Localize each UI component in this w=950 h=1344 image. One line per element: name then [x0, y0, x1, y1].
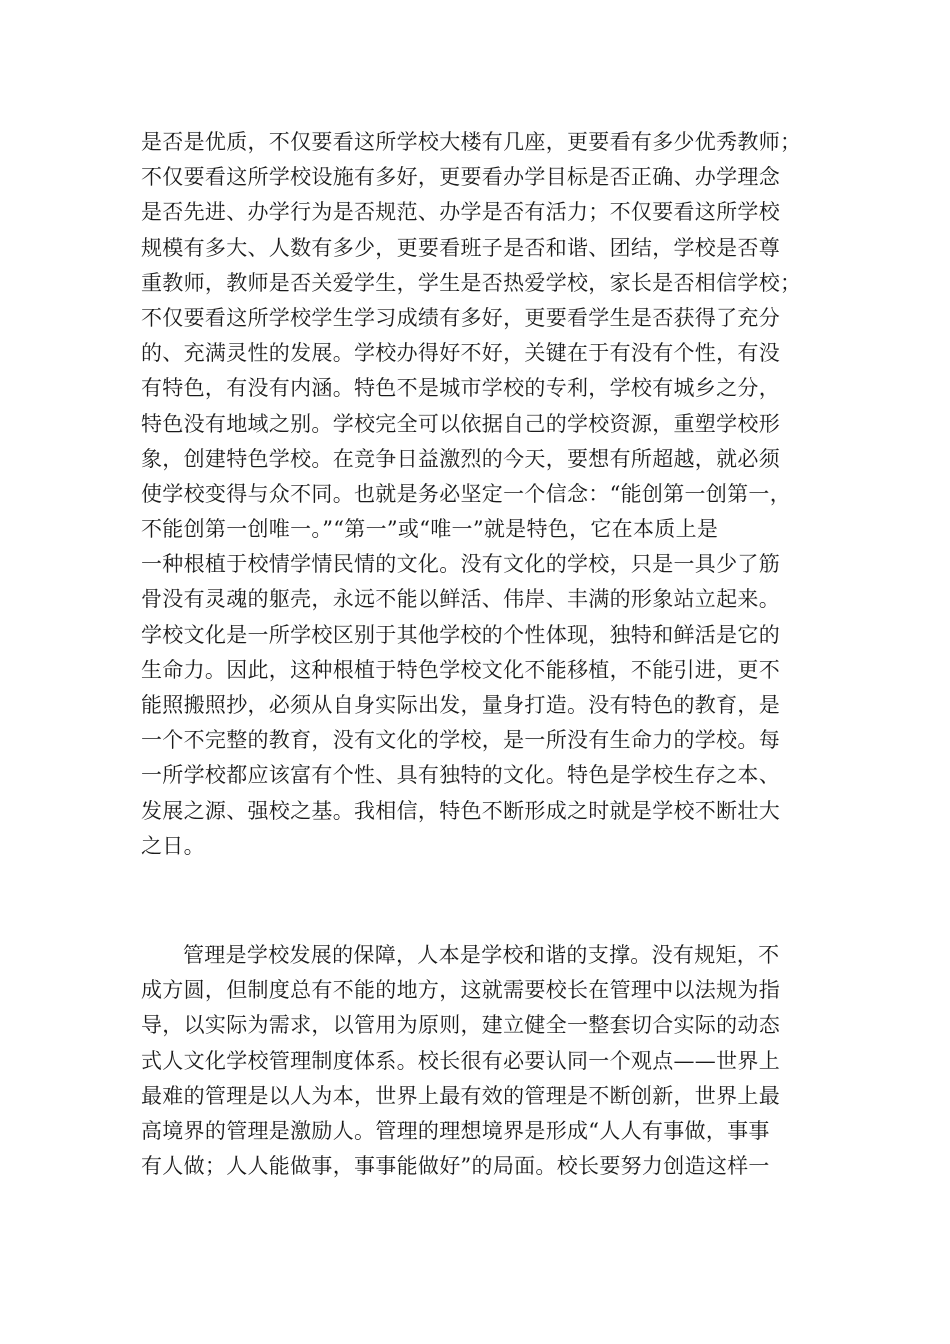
text-line: 规模有多大、人数有多少，更要看班子是否和谐、团结，学校是否尊 — [141, 235, 780, 260]
text-line: 有特色，有没有内涵。特色不是城市学校的专利，学校有城乡之分， — [141, 376, 780, 401]
text-line: 重教师，教师是否关爱学生，学生是否热爱学校，家长是否相信学校； — [141, 270, 802, 295]
text-line: 使学校变得与众不同。也就是务必坚定一个信念：“能创第一创第一， — [141, 481, 792, 506]
text-line: 能照搬照抄，必须从自身实际出发，量身打造。没有特色的教育，是 — [141, 693, 780, 717]
text-line: 象，创建特色学校。在竞争日益激烈的今天，要想有所超越，就必须 — [141, 446, 780, 471]
text-line: 最难的管理是以人为本，世界上最有效的管理是不断创新，世界上最 — [141, 1083, 780, 1108]
text-line: 特色没有地域之别。学校完全可以依据自己的学校资源，重塑学校形 — [141, 411, 780, 436]
paragraph-1 — [141, 125, 821, 864]
text-line: 管理是学校发展的保障，人本是学校和谐的支撑。没有规矩，不 — [183, 943, 780, 967]
text-line: 一所学校都应该富有个性、具有独特的文化。特色是学校生存之本、 — [141, 763, 780, 788]
text-line: 式人文化学校管理制度体系。校长很有必要认同一个观点——世界上 — [141, 1048, 780, 1073]
text-line: 骨没有灵魂的躯壳，永远不能以鲜活、伟岸、丰满的形象站立起来。 — [141, 587, 780, 612]
text-line: 发展之源、强校之基。我相信，特色不断形成之时就是学校不断壮大 — [141, 798, 780, 823]
text-line: 高境界的管理是激励人。管理的理想境界是形成“人人有事做，事事 — [141, 1118, 770, 1143]
text-line: 不仅要看这所学校设施有多好，更要看办学目标是否正确、办学理念 — [141, 165, 780, 190]
text-line: 不仅要看这所学校学生学习成绩有多好，更要看学生是否获得了充分 — [141, 305, 780, 330]
text-line: 导，以实际为需求，以管用为原则，建立健全一整套切合实际的动态 — [141, 1013, 780, 1038]
text-line: 一种根植于校情学情民情的文化。没有文化的学校，只是一具少了筋 — [141, 552, 780, 577]
text-line: 之日。 — [141, 833, 205, 858]
text-line: 是否是优质，不仅要看这所学校大楼有几座，更要看有多少优秀教师； — [141, 130, 802, 154]
paragraph-2 — [141, 938, 821, 1184]
text-line: 生命力。因此，这种根植于特色学校文化不能移植，不能引进，更不 — [141, 657, 780, 682]
text-line: 的、充满灵性的发展。学校办得好不好，关键在于有没有个性，有没 — [141, 341, 780, 366]
text-line: 不能创第一创唯一。”“第一”或“唯一”就是特色，它在本质上是 — [141, 517, 719, 542]
text-line: 是否先进、办学行为是否规范、办学是否有活力；不仅要看这所学校 — [141, 200, 780, 225]
text-line: 一个不完整的教育，没有文化的学校，是一所没有生命力的学校。每 — [141, 728, 780, 753]
text-line: 成方圆，但制度总有不能的地方，这就需要校长在管理中以法规为指 — [141, 978, 780, 1003]
text-line: 学校文化是一所学校区别于其他学校的个性体现，独特和鲜活是它的 — [141, 622, 780, 647]
text-line: 有人做；人人能做事，事事能做好”的局面。校长要努力创造这样一 — [141, 1154, 770, 1179]
